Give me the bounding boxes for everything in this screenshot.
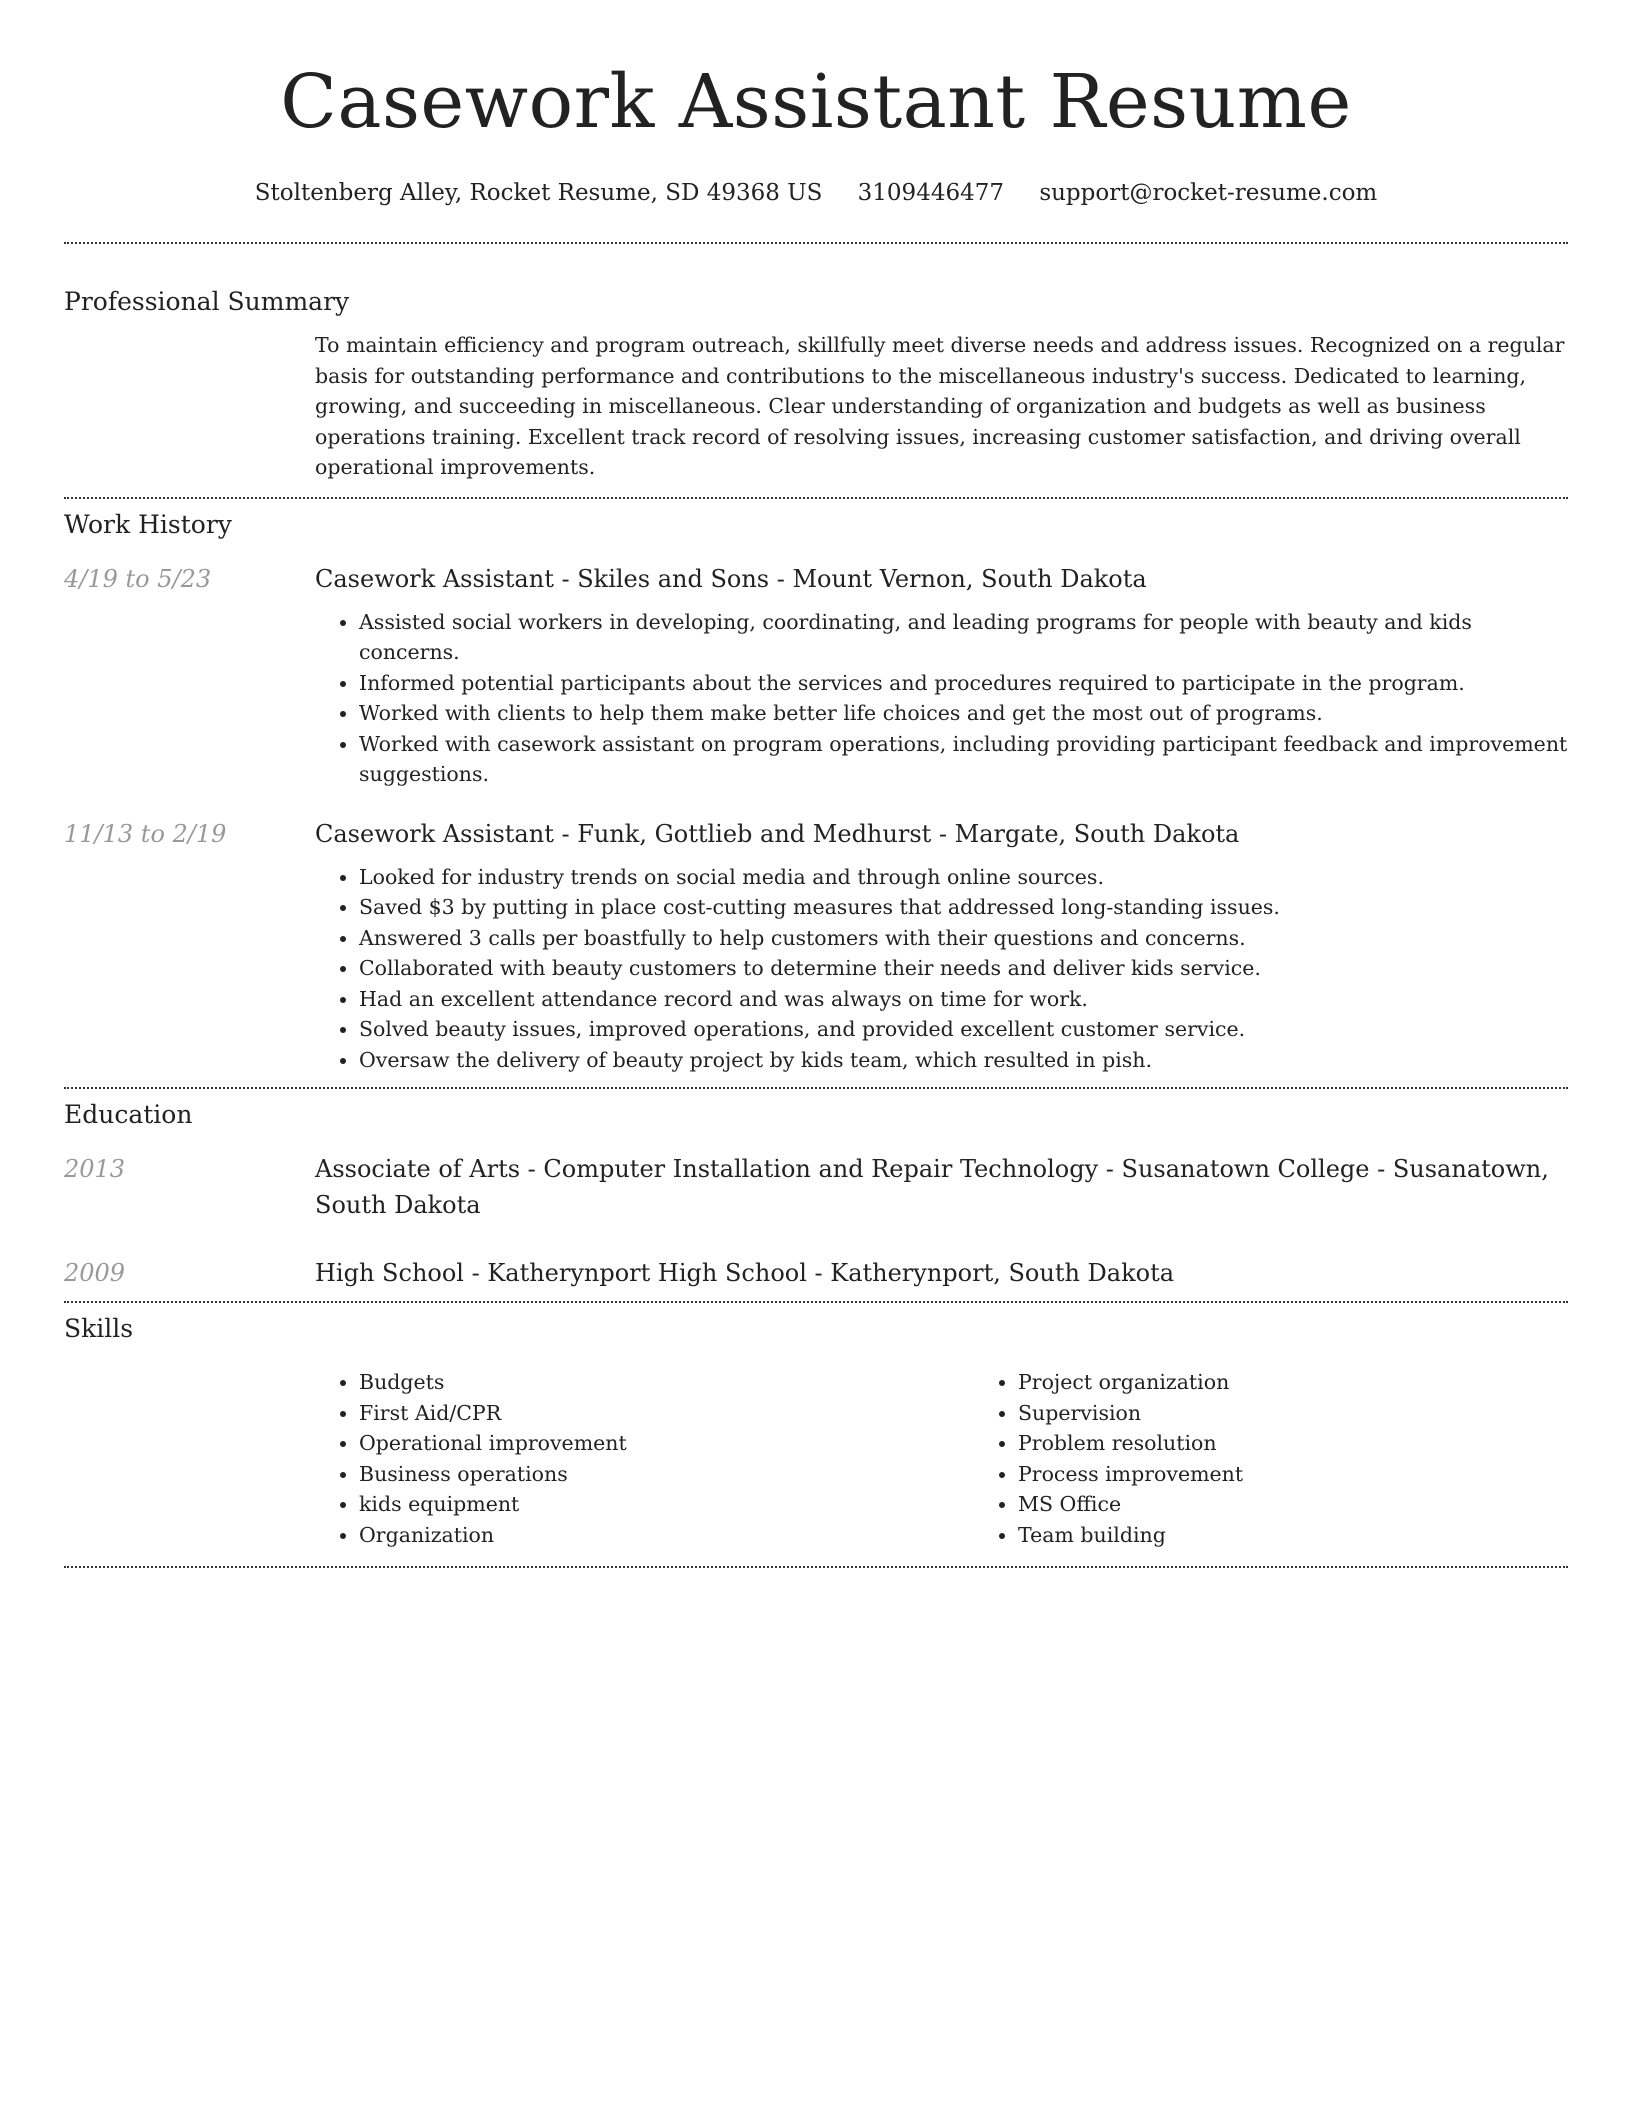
education-year: 2013 [64, 1155, 126, 1183]
job-bullets [315, 607, 1568, 790]
education-entry [64, 1255, 1568, 1291]
skill-item: • kids equipment [359, 1489, 974, 1520]
contact-address: Stoltenberg Alley, Rocket Resume, SD 49368 US [254, 180, 823, 206]
skill-item: • Organization [359, 1520, 974, 1551]
skills-list-right [974, 1367, 1632, 1550]
skill-item: • MS Office [1018, 1489, 1632, 1520]
list-item: • Answered 3 calls per boastfully to help customers with their questions and concerns. [359, 923, 1568, 954]
list-item: • Oversaw the delivery of beauty project by kids team, which resulted in pish. [359, 1045, 1568, 1076]
resume-page [64, 0, 1568, 1568]
job-title: Casework Assistant [315, 819, 554, 848]
job-title: Casework Assistant [315, 564, 554, 593]
skills-spacer [64, 1367, 315, 1550]
skills-list-left [315, 1367, 974, 1550]
list-item: • Assisted social workers in developing, coordinating, and leading programs for people with beauty and kids concerns. [359, 607, 1568, 668]
education-degree: Associate of Arts - Computer Installation and Repair Technology [315, 1155, 1099, 1183]
divider [64, 1566, 1568, 1568]
list-item: • Saved $3 by putting in place cost-cutting measures that addressed long-standing issues. [359, 892, 1568, 923]
education-school: - Katherynport High School - Katherynport, South Dakota [463, 1259, 1175, 1287]
skill-item: • Budgets [359, 1367, 974, 1398]
education-line [315, 1255, 1568, 1291]
divider [64, 242, 1568, 244]
skills-columns [315, 1367, 1632, 1550]
skill-item: • Project organization [1018, 1367, 1632, 1398]
divider [64, 1301, 1568, 1303]
list-item: • Looked for industry trends on social media and through online sources. [359, 862, 1568, 893]
job-entry [64, 561, 1568, 790]
summary-text: To maintain efficiency and program outreach, skillfully meet diverse needs and address issues. Recognized on a regular basis for outstanding performance and contributions to the miscellaneous industry's success. Dedicated to learning, growing, and succeeding in miscellaneous. Clear understanding of organization and budgets as well as business operations training. Excellent track record of resolving issues, increasing customer satisfaction, and driving overall operational improvements. [315, 333, 1565, 479]
job-dates: 11/13 to 2/19 [64, 819, 227, 848]
list-item: • Worked with casework assistant on program operations, including providing participant feedback and improvement suggestions. [359, 729, 1568, 790]
skill-item: • First Aid/CPR [359, 1398, 974, 1429]
job-title-line [315, 561, 1568, 597]
job-dates: 4/19 to 5/23 [64, 564, 212, 593]
job-title-line [315, 816, 1568, 852]
skill-item: • Business operations [359, 1459, 974, 1490]
education-line [315, 1151, 1568, 1223]
skill-item: • Team building [1018, 1520, 1632, 1551]
list-item: • Solved beauty issues, improved operations, and provided excellent customer service. [359, 1014, 1568, 1045]
job-company: - Skiles and Sons - Mount Vernon, South Dakota [553, 564, 1147, 593]
skills-heading: Skills [64, 1314, 134, 1343]
work-heading: Work History [64, 509, 232, 539]
skill-item: • Process improvement [1018, 1459, 1632, 1490]
summary-spacer [64, 330, 315, 483]
resume-title: Casework Assistant Resume [280, 59, 1352, 145]
divider [64, 497, 1568, 499]
job-company: - Funk, Gottlieb and Medhurst - Margate, South Dakota [553, 819, 1240, 848]
summary-heading: Professional Summary [64, 287, 350, 316]
list-item: • Had an excellent attendance record and was always on time for work. [359, 984, 1568, 1015]
contact-email: support@rocket-resume.com [1039, 180, 1378, 206]
skills-row [64, 1367, 1568, 1550]
job-entry [64, 816, 1568, 1076]
education-heading: Education [64, 1100, 193, 1129]
list-item: • Informed potential participants about the services and procedures required to participate in the program. [359, 668, 1568, 699]
skill-item: • Operational improvement [359, 1428, 974, 1459]
summary-row [64, 330, 1568, 483]
education-school: - Susanatown College - Susanatown, South Dakota [315, 1155, 1549, 1219]
list-item: • Collaborated with beauty customers to determine their needs and deliver kids service. [359, 953, 1568, 984]
education-year: 2009 [64, 1259, 126, 1287]
education-entry [64, 1151, 1568, 1223]
divider [64, 1087, 1568, 1089]
list-item: • Worked with clients to help them make better life choices and get the most out of programs. [359, 698, 1568, 729]
contact-line [64, 178, 1568, 208]
contact-phone: 3109446477 [857, 180, 1004, 206]
skill-item: • Supervision [1018, 1398, 1632, 1429]
job-bullets [315, 862, 1568, 1076]
skill-item: • Problem resolution [1018, 1428, 1632, 1459]
education-degree: High School [315, 1259, 464, 1287]
